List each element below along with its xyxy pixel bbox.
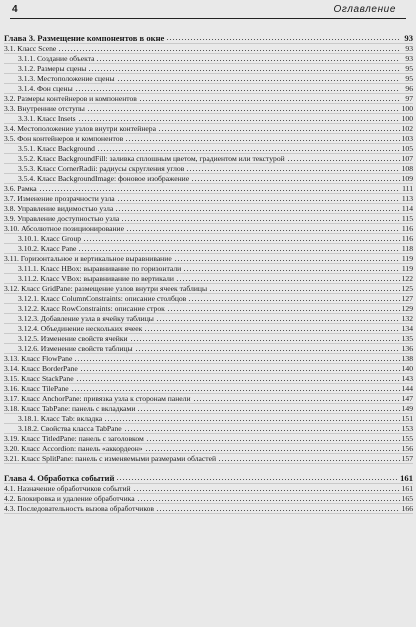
toc-entry[interactable] [4, 374, 413, 384]
toc-entry-title: 3.18.2. Свойства класса TabPane [18, 424, 122, 433]
toc-entry-page-number: 149 [401, 404, 413, 413]
dot-leader [137, 500, 400, 501]
dot-leader [97, 150, 400, 151]
toc-entry-page-number: 107 [401, 154, 413, 163]
toc-entry-title: 3.18. Класс TabPane: панель с вкладками [4, 404, 136, 413]
dot-leader [75, 90, 400, 91]
toc-entry-page-number: 166 [401, 504, 413, 513]
dot-leader [133, 490, 400, 491]
toc-entry[interactable] [4, 354, 413, 364]
toc-entry-page-number: 100 [401, 114, 413, 123]
toc-entry[interactable] [4, 84, 413, 94]
running-title: Оглавление [333, 4, 396, 15]
toc-entry-page-number: 144 [401, 384, 413, 393]
toc-entry[interactable] [4, 384, 413, 394]
toc-entry-page-number: 161 [401, 484, 413, 493]
page-header [0, 0, 416, 22]
toc-entry-title: 3.13. Класс FlowPane [4, 354, 73, 363]
toc-entry-title: 3.12. Класс GridPane: размещение узлов внутри ячеек таблицы [4, 284, 208, 293]
toc-entry-page-number: 95 [405, 74, 413, 83]
toc-entry-title: 3.1.1. Создание объекта [18, 54, 95, 63]
dot-leader [87, 110, 400, 111]
toc-entry[interactable] [4, 334, 413, 344]
dot-leader [188, 300, 400, 301]
dot-leader [186, 170, 400, 171]
toc-entry[interactable] [4, 324, 413, 334]
dot-leader [174, 260, 400, 261]
dot-leader [83, 240, 400, 241]
dot-leader [166, 39, 400, 40]
dot-leader [218, 460, 400, 461]
toc-entry-title: 3.12.3. Добавление узла в ячейку таблицы [18, 314, 154, 323]
toc-entry-title: 3.11.2. Класс VBox: выравнивание по вертикали [18, 274, 174, 283]
toc-entry-page-number: 151 [401, 414, 413, 423]
toc-entry[interactable] [4, 444, 413, 454]
toc-entry[interactable] [4, 314, 413, 324]
row-rule [4, 513, 413, 514]
toc-entry-title: 3.9. Управление доступностью узла [4, 214, 120, 223]
toc-entry-title: 3.5. Фон контейнеров и компонентов [4, 134, 124, 143]
dot-leader [209, 290, 400, 291]
toc-entry[interactable] [4, 114, 413, 124]
toc-entry[interactable] [4, 174, 413, 184]
dot-leader [145, 450, 400, 451]
toc-entry[interactable] [4, 184, 413, 194]
toc-entry-title: 3.20. Класс Accordion: панель «аккордеон» [4, 444, 143, 453]
toc-entry[interactable] [4, 214, 413, 224]
toc-entry[interactable] [4, 284, 413, 294]
dot-leader [117, 80, 400, 81]
toc-entry[interactable] [4, 344, 413, 354]
toc-entry[interactable] [4, 74, 413, 84]
toc-entry-page-number: 127 [401, 294, 413, 303]
chapter-page-number: 161 [400, 473, 413, 483]
toc-entry-page-number: 122 [401, 274, 413, 283]
toc-entry-title: 3.1.4. Фон сцены [18, 84, 73, 93]
toc-entry-page-number: 102 [401, 124, 413, 133]
dot-leader [146, 440, 400, 441]
toc-entry-title: 3.5.2. Класс BackgroundFill: заливка сплошным цветом, градиентом или текстурой [18, 154, 285, 163]
toc-entry-page-number: 125 [401, 284, 413, 293]
toc-entry-page-number: 100 [401, 104, 413, 113]
toc-entry[interactable] [4, 244, 413, 254]
toc-entry-page-number: 108 [401, 164, 413, 173]
toc-entry-page-number: 116 [401, 234, 413, 243]
toc-entry-title: 3.5.4. Класс BackgroundImage: фоновое изображение [18, 174, 190, 183]
chapter-heading[interactable] [4, 32, 413, 44]
dot-leader [144, 330, 400, 331]
toc-entry-title: 3.19. Класс TitledPane: панель с заголовком [4, 434, 144, 443]
dot-leader [115, 210, 400, 211]
toc-entry-title: 3.1. Класс Scene [4, 44, 57, 53]
toc-entry-page-number: 116 [401, 224, 413, 233]
dot-leader [156, 320, 400, 321]
dot-leader [137, 410, 400, 411]
toc-entry-title: 3.1.2. Размеры сцены [18, 64, 87, 73]
toc-entry[interactable] [4, 144, 413, 154]
toc-entry[interactable] [4, 364, 413, 374]
row-rule [4, 463, 413, 464]
toc-entry-title: 3.6. Рамка [4, 184, 37, 193]
dot-leader [126, 230, 400, 231]
toc-entry-page-number: 155 [401, 434, 413, 443]
toc-entry[interactable] [4, 224, 413, 234]
toc-entry-title: 3.3.1. Класс Insets [18, 114, 76, 123]
toc-entry-title: 3.1.3. Местоположение сцены [18, 74, 115, 83]
dot-leader [167, 310, 400, 311]
toc-entry-page-number: 138 [401, 354, 413, 363]
toc-entry-title: 3.17. Класс AnchorPane: привязка узла к сторонам панели [4, 394, 191, 403]
toc-entry-page-number: 132 [401, 314, 413, 323]
toc-entry-title: 3.7. Изменение прозрачности узла [4, 194, 115, 203]
toc-entry[interactable] [4, 494, 413, 504]
toc-entry[interactable] [4, 164, 413, 174]
toc-entry[interactable] [4, 64, 413, 74]
toc-entry-title: 4.3. Последовательность вызова обработчиков [4, 504, 155, 513]
toc-entry[interactable] [4, 484, 413, 494]
toc-entry-page-number: 119 [401, 264, 413, 273]
toc-entry[interactable] [4, 204, 413, 214]
toc-entry[interactable] [4, 254, 413, 264]
toc-entry[interactable] [4, 404, 413, 414]
toc-entry-page-number: 140 [401, 364, 413, 373]
toc-entry-title: 3.12.6. Изменение свойств таблицы [18, 344, 133, 353]
dot-leader [71, 390, 400, 391]
toc-entry[interactable] [4, 104, 413, 114]
toc-entry-page-number: 165 [401, 494, 413, 503]
dot-leader [130, 340, 400, 341]
dot-leader [78, 250, 400, 251]
toc-entry-title: 3.15. Класс StackPane [4, 374, 74, 383]
toc-entry[interactable] [4, 124, 413, 134]
dot-leader [76, 380, 400, 381]
chapter-gap [4, 464, 413, 472]
toc-entry[interactable] [4, 194, 413, 204]
toc-entry-page-number: 97 [405, 94, 413, 103]
toc-entry[interactable] [4, 504, 413, 514]
toc-entry-page-number: 113 [401, 194, 413, 203]
toc-entry-title: 3.12.5. Изменение свойств ячейки [18, 334, 128, 343]
dot-leader [124, 430, 400, 431]
dot-leader [125, 140, 400, 141]
toc-entry-title: 3.14. Класс BorderPane [4, 364, 78, 373]
toc-entry-title: 4.1. Назначение обработчиков событий [4, 484, 131, 493]
dot-leader [116, 479, 399, 480]
toc-entry-title: 3.10.1. Класс Group [18, 234, 82, 243]
dot-leader [193, 400, 400, 401]
toc-entry-title: 3.12.1. Класс ColumnConstraints: описание столбцов [18, 294, 187, 303]
dot-leader [139, 100, 400, 101]
chapter-title: Глава 4. Обработка событий [4, 473, 115, 483]
toc-entry[interactable] [4, 294, 413, 304]
toc-entry-page-number: 135 [401, 334, 413, 343]
toc-entry-page-number: 93 [405, 44, 413, 53]
dot-leader [156, 510, 400, 511]
dot-leader [117, 200, 400, 201]
dot-leader [80, 370, 400, 371]
dot-leader [158, 130, 400, 131]
chapter-page-number: 93 [404, 33, 413, 43]
dot-leader [39, 190, 400, 191]
dot-leader [135, 350, 400, 351]
toc-entry[interactable] [4, 154, 413, 164]
toc-entry-title: 3.16. Класс TilePane [4, 384, 69, 393]
dot-leader [74, 360, 400, 361]
toc-entry-page-number: 119 [401, 254, 413, 263]
toc-entry-page-number: 136 [401, 344, 413, 353]
toc-entry-title: 3.8. Управление видимостью узла [4, 204, 114, 213]
toc-entry-title: 3.2. Размеры контейнеров и компонентов [4, 94, 137, 103]
toc-entry-title: 3.4. Местоположение узлов внутри контейнера [4, 124, 156, 133]
toc-entry-title: 3.10. Абсолютное позиционирование [4, 224, 124, 233]
toc-entry-title: 3.18.1. Класс Tab: вкладка [18, 414, 103, 423]
toc-entry[interactable] [4, 454, 413, 464]
toc-entry-page-number: 103 [401, 134, 413, 143]
toc-entry[interactable] [4, 94, 413, 104]
toc-entry[interactable] [4, 394, 413, 404]
toc-entry[interactable] [4, 134, 413, 144]
toc-entry-title: 3.5.1. Класс Background [18, 144, 95, 153]
chapter-title: Глава 3. Размещение компонентов в окне [4, 33, 165, 43]
toc-entry-page-number: 105 [401, 144, 413, 153]
dot-leader [96, 60, 400, 61]
toc-entry-page-number: 156 [401, 444, 413, 453]
dot-leader [58, 50, 400, 51]
toc-entry[interactable] [4, 274, 413, 284]
toc-entry-page-number: 93 [405, 54, 413, 63]
toc-entry-title: 3.11. Горизонтальное и вертикальное выравнивание [4, 254, 172, 263]
table-of-contents [4, 32, 413, 514]
toc-entry[interactable] [4, 54, 413, 64]
toc-entry-title: 3.21. Класс SplitPane: панель с изменяемыми размерами областей [4, 454, 217, 463]
toc-entry[interactable] [4, 304, 413, 314]
toc-entry[interactable] [4, 434, 413, 444]
toc-entry-page-number: 111 [402, 184, 413, 193]
toc-entry-page-number: 157 [401, 454, 413, 463]
toc-entry[interactable] [4, 44, 413, 54]
toc-entry-title: 4.2. Блокировка и удаление обработчика [4, 494, 135, 503]
chapter-heading[interactable] [4, 472, 413, 484]
toc-entry-title: 3.11.1. Класс HBox: выравнивание по горизонтали [18, 264, 182, 273]
toc-entry[interactable] [4, 414, 413, 424]
toc-entry-page-number: 129 [401, 304, 413, 313]
toc-entry-page-number: 115 [401, 214, 413, 223]
dot-leader [183, 270, 400, 271]
toc-entry-page-number: 147 [401, 394, 413, 403]
toc-entry-page-number: 96 [405, 84, 413, 93]
toc-entry-page-number: 134 [401, 324, 413, 333]
toc-entry-title: 3.12.2. Класс RowConstraints: описание строк [18, 304, 165, 313]
dot-leader [78, 120, 400, 121]
toc-entry-title: 3.10.2. Класс Pane [18, 244, 77, 253]
toc-entry[interactable] [4, 424, 413, 434]
dot-leader [104, 420, 400, 421]
toc-entry-page-number: 143 [401, 374, 413, 383]
dot-leader [121, 220, 400, 221]
toc-entry-page-number: 118 [401, 244, 413, 253]
dot-leader [88, 70, 400, 71]
page-number: 4 [12, 4, 18, 15]
toc-entry-title: 3.3. Внутренние отступы [4, 104, 85, 113]
dot-leader [287, 160, 400, 161]
header-rule [10, 18, 406, 19]
toc-entry-page-number: 95 [405, 64, 413, 73]
toc-entry[interactable] [4, 234, 413, 244]
toc-entry[interactable] [4, 264, 413, 274]
dot-leader [191, 180, 400, 181]
dot-leader [176, 280, 400, 281]
toc-entry-title: 3.5.3. Класс CornerRadii: радиусы скругления углов [18, 164, 185, 173]
toc-entry-page-number: 109 [401, 174, 413, 183]
toc-entry-page-number: 114 [401, 204, 413, 213]
toc-entry-page-number: 153 [401, 424, 413, 433]
toc-entry-title: 3.12.4. Объединение нескольких ячеек [18, 324, 143, 333]
